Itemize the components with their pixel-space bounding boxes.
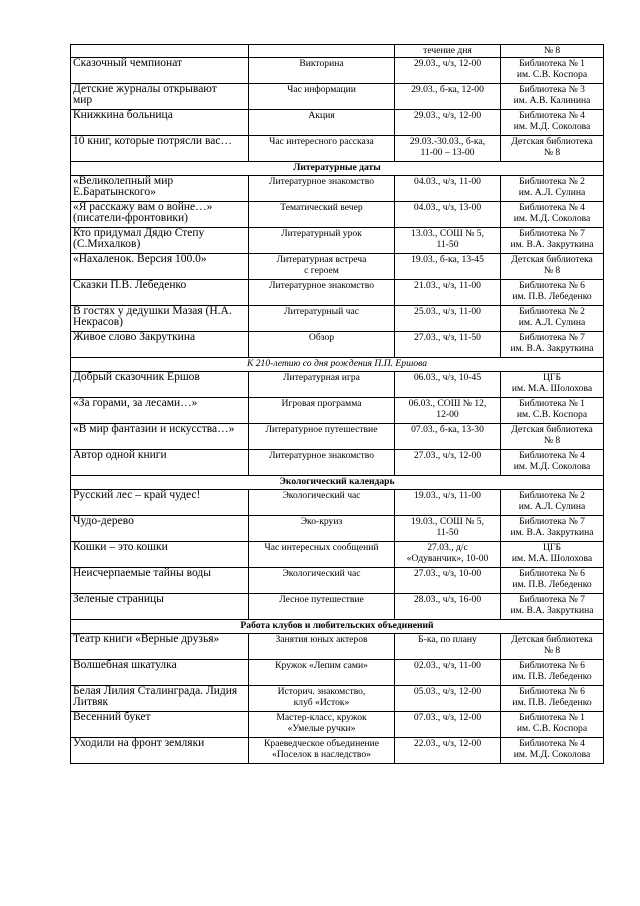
event-library: Библиотека № 2 им. А.Л. Сулина xyxy=(501,305,604,331)
event-library: Библиотека № 6 им. П.В. Лебеденко xyxy=(501,279,604,305)
event-date-place: 06.03., СОШ № 12, 12-00 xyxy=(395,397,501,423)
table-row xyxy=(71,593,604,619)
event-form: Литературная игра xyxy=(249,371,395,397)
event-form: Кружок «Лепим сами» xyxy=(249,659,395,685)
table-row xyxy=(71,541,604,567)
event-name: Книжкина больница xyxy=(71,109,249,135)
table-row xyxy=(71,423,604,449)
event-form: Литературное знакомство xyxy=(249,175,395,201)
event-date-place: 19.03., СОШ № 5, 11-50 xyxy=(395,515,501,541)
event-form: Эко-круиз xyxy=(249,515,395,541)
event-library: Библиотека № 7 им. В.А. Закруткина xyxy=(501,331,604,357)
event-library: ЦГБ им. М.А. Шолохова xyxy=(501,371,604,397)
event-name: «В мир фантазии и искусства…» xyxy=(71,423,249,449)
table-row xyxy=(71,567,604,593)
event-form: Обзор xyxy=(249,331,395,357)
event-form: Акция xyxy=(249,109,395,135)
event-date-place: Б-ка, по плану xyxy=(395,633,501,659)
event-library: Библиотека № 1 им. С.В. Коспора xyxy=(501,711,604,737)
event-library: Библиотека № 4 им. М.Д. Соколова xyxy=(501,737,604,763)
event-form xyxy=(249,45,395,58)
event-date-place: 27.03., ч/з, 11-50 xyxy=(395,331,501,357)
table-row xyxy=(71,449,604,475)
event-form: Экологический час xyxy=(249,489,395,515)
table-row xyxy=(71,135,604,161)
event-library: Библиотека № 1 им. С.В. Коспора xyxy=(501,57,604,83)
table-row xyxy=(71,109,604,135)
event-library: Библиотека № 7 им. В.А. Закруткина xyxy=(501,227,604,253)
event-date-place: 07.03., б-ка, 13-30 xyxy=(395,423,501,449)
event-name: Кто придумал Дядю Степу (С.Михалков) xyxy=(71,227,249,253)
event-date-place: 02.03., ч/з, 11-00 xyxy=(395,659,501,685)
event-name: Автор одной книги xyxy=(71,449,249,475)
event-name xyxy=(71,45,249,58)
event-form: Лесное путешествие xyxy=(249,593,395,619)
event-form: Игровая программа xyxy=(249,397,395,423)
event-name: Весенний букет xyxy=(71,711,249,737)
event-date-place: 25.03., ч/з, 11-00 xyxy=(395,305,501,331)
event-date-place: 22.03., ч/з, 12-00 xyxy=(395,737,501,763)
event-form: Литературный урок xyxy=(249,227,395,253)
table-row xyxy=(71,201,604,227)
section-header-row xyxy=(71,475,604,489)
event-library: Библиотека № 6 им. П.В. Лебеденко xyxy=(501,567,604,593)
event-date-place: 04.03., ч/з, 11-00 xyxy=(395,175,501,201)
table-row xyxy=(71,253,604,279)
event-library: Библиотека № 4 им. М.Д. Соколова xyxy=(501,201,604,227)
event-name: В гостях у дедушки Мазая (Н.А. Некрасов) xyxy=(71,305,249,331)
table-row xyxy=(71,227,604,253)
table-row xyxy=(71,331,604,357)
event-form: Краеведческое объединение «Поселок в наследство» xyxy=(249,737,395,763)
event-date-place: 21.03., ч/з, 11-00 xyxy=(395,279,501,305)
event-name: Живое слово Закруткина xyxy=(71,331,249,357)
event-library: Детская библиотека № 8 xyxy=(501,253,604,279)
event-name: 10 книг, которые потрясли вас… xyxy=(71,135,249,161)
event-library: Детская библиотека № 8 xyxy=(501,135,604,161)
event-form: Час информации xyxy=(249,83,395,109)
event-library: Библиотека № 2 им. А.Л. Сулина xyxy=(501,489,604,515)
event-date-place: 29.03., ч/з, 12-00 xyxy=(395,109,501,135)
table-row xyxy=(71,371,604,397)
event-library: № 8 xyxy=(501,45,604,58)
event-name: Зеленые страницы xyxy=(71,593,249,619)
table-row xyxy=(71,685,604,711)
event-date-place: 04.03., ч/з, 13-00 xyxy=(395,201,501,227)
section-title: Экологический календарь xyxy=(71,475,604,489)
event-date-place: 06.03., ч/з, 10-45 xyxy=(395,371,501,397)
section-title: Работа клубов и любительских объединений xyxy=(71,619,604,633)
event-library: Детская библиотека № 8 xyxy=(501,423,604,449)
table-row xyxy=(71,489,604,515)
table-row xyxy=(71,175,604,201)
event-name: Театр книги «Верные друзья» xyxy=(71,633,249,659)
table-row xyxy=(71,83,604,109)
event-form: Тематический вечер xyxy=(249,201,395,227)
event-date-place: 27.03., д/с «Одуванчик», 10-00 xyxy=(395,541,501,567)
event-date-place: 19.03., б-ка, 13-45 xyxy=(395,253,501,279)
table-row xyxy=(71,659,604,685)
event-date-place: 28.03., ч/з, 16-00 xyxy=(395,593,501,619)
event-name: Сказки П.В. Лебеденко xyxy=(71,279,249,305)
event-date-place: течение дня xyxy=(395,45,501,58)
section-header-row xyxy=(71,619,604,633)
event-library: Библиотека № 6 им. П.В. Лебеденко xyxy=(501,685,604,711)
event-date-place: 19.03., ч/з, 11-00 xyxy=(395,489,501,515)
event-date-place: 29.03.-30.03., б-ка, 11-00 – 13-00 xyxy=(395,135,501,161)
table-row xyxy=(71,515,604,541)
events-table-body xyxy=(71,45,604,764)
event-name: Русский лес – край чудес! xyxy=(71,489,249,515)
event-name: Уходили на фронт земляки xyxy=(71,737,249,763)
section-header-row xyxy=(71,161,604,175)
event-library: Библиотека № 2 им. А.Л. Сулина xyxy=(501,175,604,201)
event-library: Библиотека № 6 им. П.В. Лебеденко xyxy=(501,659,604,685)
event-form: Экологический час xyxy=(249,567,395,593)
table-row xyxy=(71,633,604,659)
event-name: «За горами, за лесами…» xyxy=(71,397,249,423)
event-name: Сказочный чемпионат xyxy=(71,57,249,83)
table-row xyxy=(71,711,604,737)
event-date-place: 29.03., ч/з, 12-00 xyxy=(395,57,501,83)
event-name: «Великолепный мир Е.Баратынского» xyxy=(71,175,249,201)
event-date-place: 13.03., СОШ № 5, 11-50 xyxy=(395,227,501,253)
event-name: «Нахаленок. Версия 100.0» xyxy=(71,253,249,279)
event-date-place: 07.03., ч/з, 12-00 xyxy=(395,711,501,737)
event-form: Литературное знакомство xyxy=(249,279,395,305)
event-name: Белая Лилия Сталинграда. Лидия Литвяк xyxy=(71,685,249,711)
event-form: Мастер-класс, кружок «Умелые ручки» xyxy=(249,711,395,737)
event-name: «Я расскажу вам о войне…» (писатели-фронтовики) xyxy=(71,201,249,227)
table-row xyxy=(71,45,604,58)
event-date-place: 05.03., ч/з, 12-00 xyxy=(395,685,501,711)
event-form: Историч. знакомство, клуб «Исток» xyxy=(249,685,395,711)
event-library: ЦГБ им. М.А. Шолохова xyxy=(501,541,604,567)
event-name: Чудо-дерево xyxy=(71,515,249,541)
table-row xyxy=(71,57,604,83)
table-row xyxy=(71,737,604,763)
table-row xyxy=(71,279,604,305)
event-name: Детские журналы открывают мир xyxy=(71,83,249,109)
event-library: Библиотека № 7 им. В.А. Закруткина xyxy=(501,515,604,541)
event-library: Библиотека № 3 им. А.В. Калинина xyxy=(501,83,604,109)
table-row xyxy=(71,397,604,423)
event-library: Детская библиотека № 8 xyxy=(501,633,604,659)
event-library: Библиотека № 4 им. М.Д. Соколова xyxy=(501,109,604,135)
table-row xyxy=(71,305,604,331)
event-library: Библиотека № 1 им. С.В. Коспора xyxy=(501,397,604,423)
event-form: Литературное знакомство xyxy=(249,449,395,475)
event-name: Неисчерпаемые тайны воды xyxy=(71,567,249,593)
section-header-row xyxy=(71,357,604,371)
section-title: К 210-летию со дня рождения П.П. Ершова xyxy=(71,357,604,371)
event-form: Литературный час xyxy=(249,305,395,331)
event-name: Добрый сказочник Ершов xyxy=(71,371,249,397)
event-date-place: 29.03., б-ка, 12-00 xyxy=(395,83,501,109)
event-form: Занятия юных актеров xyxy=(249,633,395,659)
event-form: Викторина xyxy=(249,57,395,83)
event-form: Литературное путешествие xyxy=(249,423,395,449)
event-name: Кошки – это кошки xyxy=(71,541,249,567)
section-title: Литературные даты xyxy=(71,161,604,175)
event-form: Час интересных сообщений xyxy=(249,541,395,567)
event-date-place: 27.03., ч/з, 10-00 xyxy=(395,567,501,593)
event-date-place: 27.03., ч/з, 12-00 xyxy=(395,449,501,475)
event-form: Литературная встреча с героем xyxy=(249,253,395,279)
event-library: Библиотека № 7 им. В.А. Закруткина xyxy=(501,593,604,619)
event-form: Час интересного рассказа xyxy=(249,135,395,161)
events-table xyxy=(70,44,604,764)
event-name: Волшебная шкатулка xyxy=(71,659,249,685)
event-library: Библиотека № 4 им. М.Д. Соколова xyxy=(501,449,604,475)
